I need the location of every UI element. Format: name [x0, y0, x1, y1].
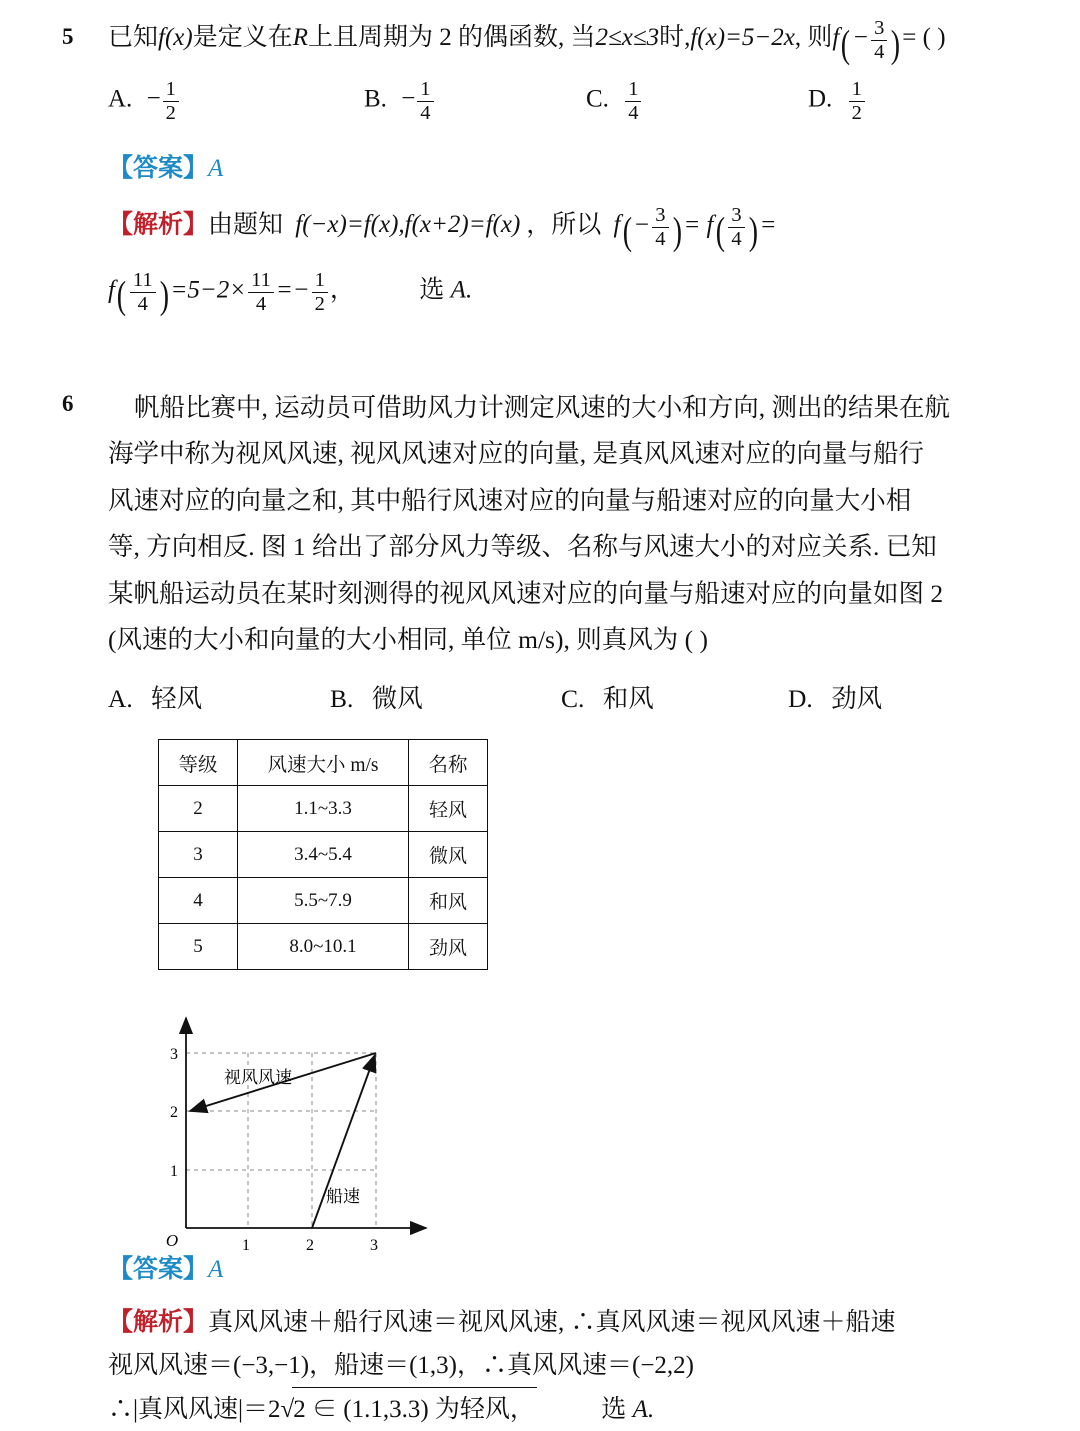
q5-choice-b-den: 4: [417, 101, 433, 125]
q6-solution-tag: 【解析】: [108, 1309, 209, 1336]
q5-stem-part-4: 时,: [659, 24, 691, 51]
q5-stem-part-5: , 则: [794, 24, 833, 51]
q5-equation: =5−2x: [725, 24, 795, 51]
q6-sol-text-3: ∴|真风风速|＝2: [108, 1396, 281, 1423]
q5-choice-d-num: 1: [851, 77, 862, 100]
q6-choice-a[interactable]: [108, 679, 202, 715]
q5-choice-c[interactable]: [586, 78, 643, 125]
q5-stem-part-6: = ( ): [902, 24, 946, 51]
q5-choice-a-label: A.: [108, 84, 133, 112]
table-header-name: 名称: [409, 740, 488, 786]
table-row: [159, 924, 488, 970]
paren-close-icon: ): [891, 22, 901, 66]
q5-choice-a-num: 1: [165, 77, 176, 100]
q5-sol-f2: f: [108, 275, 115, 303]
vector-diagram-svg: [158, 988, 448, 1258]
q5-sol-frac1-num: 3: [655, 203, 666, 226]
q5-choice-d-label: D.: [808, 84, 833, 112]
q5-sol-frac3-den: 4: [130, 292, 156, 316]
q5-sol-frac4-den: 4: [248, 292, 274, 316]
cell-level: 2: [159, 786, 238, 832]
q5-solution-tag: 【解析】: [108, 210, 209, 238]
paren-close-icon: ): [672, 209, 682, 253]
q5-R: R: [292, 24, 309, 51]
wind-level-table: [158, 739, 488, 970]
vector-figure: [158, 988, 448, 1258]
q6-stem-line-3: 风速对应的向量之和, 其中船行风速对应的向量与船速对应的向量大小相: [108, 485, 912, 515]
boat-speed-label: 船速: [326, 1187, 360, 1207]
q6-choice-a-text: 轻风: [151, 684, 203, 714]
question-5: [62, 14, 1047, 318]
cell-speed: 3.4~5.4: [238, 832, 409, 878]
q6-solution-line-3: [108, 1387, 1058, 1431]
table-row: [159, 832, 488, 878]
sqrt-icon: √: [280, 1396, 295, 1423]
q5-sol-frac5-den: 2: [312, 292, 328, 316]
q5-sol-eq-2: =: [759, 210, 777, 238]
table-header-speed: 风速大小 m/s: [238, 740, 409, 786]
paren-close-icon: ): [748, 209, 758, 253]
q5-sol-frac5-num: 1: [314, 268, 325, 291]
x-tick-1: 1: [242, 1237, 250, 1255]
q5-fx-1: f(x): [158, 24, 193, 51]
question-5-stem: 已知f(x)是定义在R上且周期为 2 的偶函数, 当2≤x≤3时,f(x)=5−2x, 则f(− $\frac{3}{4}$ )= ( ): [108, 16, 946, 66]
origin-label: O: [165, 1231, 179, 1251]
q6-sol-pick-label: 选: [601, 1396, 627, 1423]
q5-answer-line: [108, 148, 1047, 184]
q6-choice-c-label: C.: [561, 684, 585, 714]
paren-open-icon: (: [116, 274, 127, 318]
paren-open-icon: (: [841, 22, 851, 66]
q5-choice-d[interactable]: [808, 78, 867, 125]
q6-stem-line-6: (风速的大小和向量的大小相同, 单位 m/s), 则真风为 ( ): [108, 625, 708, 655]
q5-sol-frac4-num: 11: [251, 268, 271, 291]
table-header-level: 等级: [159, 740, 238, 786]
q6-choice-c[interactable]: [561, 679, 654, 715]
question-6-answer-block: [108, 1248, 1058, 1431]
q5-sol-identity: f(−x)=f(x),f(x+2)=f(x): [295, 210, 521, 238]
paren-open-icon: (: [622, 209, 632, 253]
question-6-number: 6: [62, 391, 74, 416]
q6-stem-line-5: 某帆船运动员在某时刻测得的视风风速对应的向量与船速对应的向量如图 2: [108, 578, 944, 608]
cell-level: 5: [159, 924, 238, 970]
cell-name: 轻风: [409, 786, 488, 832]
q5-choice-d-den: 2: [849, 101, 865, 125]
q6-stem-line-2: 海学中称为视风风速, 视风风速对应的向量, 是真风风速对应的向量与船行: [108, 439, 925, 469]
q5-sol-text-2: ，所以: [526, 210, 602, 238]
q5-fraction: [871, 17, 887, 64]
q5-sol-eq-3: =5−2×: [170, 275, 247, 303]
q5-sol-comma: ，: [329, 275, 355, 303]
table-header-row: [159, 740, 488, 786]
q5-stem-part-3: 上且周期为 2 的偶函数, 当: [308, 24, 596, 51]
y-tick-3: 3: [170, 1046, 178, 1064]
cell-speed: 1.1~3.3: [238, 786, 409, 832]
q5-condition: 2≤x≤3: [595, 24, 660, 51]
q5-fx-2: f(x): [690, 24, 726, 51]
q6-choice-a-label: A.: [108, 684, 133, 714]
q6-answer-line: [108, 1248, 1058, 1291]
q6-answer-value: A: [208, 1256, 224, 1283]
q6-sol-text-1: 真风风速＋船行风速＝视风风速, ∴真风风速＝视风风速＋船速: [208, 1309, 896, 1336]
q6-sol-text-2: 视风风速＝(−3,−1)，船速＝(1,3)，∴真风风速＝(−2,2): [108, 1352, 694, 1379]
q5-choice-a-sign: −: [146, 84, 161, 112]
x-tick-3: 3: [370, 1237, 378, 1255]
q5-answer-value: A: [208, 154, 224, 182]
q5-choice-b-num: 1: [420, 77, 431, 100]
q5-stem-part-2: 是定义在: [192, 24, 293, 51]
q5-choice-b-sign: −: [401, 84, 416, 112]
q5-solution-line-1: 【解析】由题知 f(−x)=f(x),f(x+2)=f(x) ，所以 f(− $\frac{3}{4}$ )= f( $\frac{3}{4}$ )=: [108, 203, 777, 253]
q6-solution-line-1: [108, 1301, 1058, 1344]
q5-choice-c-label: C.: [586, 84, 609, 112]
question-6-stem: [108, 385, 1052, 663]
cell-name: 劲风: [409, 924, 488, 970]
q5-choice-c-num: 1: [628, 77, 639, 100]
q5-sol-frac3-num: 11: [132, 268, 153, 291]
cell-level: 4: [159, 878, 238, 924]
question-5-choices: [108, 78, 1047, 134]
q5-sol-pick-value: A.: [450, 275, 473, 303]
q6-sol-pick-value: A.: [632, 1396, 655, 1423]
cell-name: 和风: [409, 878, 488, 924]
y-tick-2: 2: [170, 1104, 178, 1122]
q5-answer-tag: 【答案】: [108, 154, 209, 182]
q5-sol-frac2-den: 4: [728, 227, 744, 251]
q5-sol-f1: f: [613, 210, 621, 238]
apparent-wind-label: 视风风速: [224, 1068, 292, 1088]
q6-choice-b-label: B.: [330, 684, 354, 714]
q5-sol-pick-label: 选: [419, 275, 445, 303]
q5-solution-line-2: [108, 269, 1047, 316]
q6-sol-text-4: 2 ∈ (1.1,3.3) 为轻风，: [292, 1387, 537, 1431]
q6-answer-tag: 【答案】: [108, 1256, 209, 1283]
y-tick-1: 1: [170, 1163, 178, 1181]
q5-choice-c-den: 4: [625, 101, 641, 125]
q5-choice-b-label: B.: [364, 84, 387, 112]
q5-sol-frac1-den: 4: [652, 227, 668, 251]
q5-sol-text-1: 由题知: [208, 210, 284, 238]
q5-sol-eq-4: =−: [275, 275, 310, 303]
q5-choice-b[interactable]: [364, 78, 436, 125]
q6-choice-d[interactable]: [788, 679, 882, 715]
x-tick-2: 2: [306, 1237, 314, 1255]
q5-frac-num: 3: [874, 16, 885, 39]
q5-frac-den: 4: [871, 40, 887, 64]
cell-speed: 8.0~10.1: [238, 924, 409, 970]
table-row: [159, 786, 488, 832]
paren-close-icon: ): [159, 274, 169, 318]
question-6: [62, 385, 1052, 1258]
q6-solution-line-2: [108, 1344, 1058, 1387]
cell-name: 微风: [409, 832, 488, 878]
table-row: [159, 878, 488, 924]
q6-stem-line-1: 帆船比赛中, 运动员可借助风力计测定风速的大小和方向, 测出的结果在航: [134, 393, 951, 422]
q6-choice-b[interactable]: [330, 679, 423, 715]
q5-choice-a-den: 2: [163, 101, 179, 125]
q6-choice-d-text: 劲风: [831, 684, 883, 714]
q5-sol-frac2-num: 3: [731, 203, 742, 226]
cell-level: 3: [159, 832, 238, 878]
q5-sol-eq-1: = f: [683, 210, 714, 238]
cell-speed: 5.5~7.9: [238, 878, 409, 924]
q5-choice-a[interactable]: [108, 78, 181, 125]
q6-choice-b-text: 微风: [371, 684, 423, 714]
q6-choice-c-text: 和风: [602, 684, 654, 714]
q6-choice-d-label: D.: [788, 684, 813, 714]
question-5-number: 5: [62, 24, 74, 49]
q6-stem-line-4: 等, 方向相反. 图 1 给出了部分风力等级、名称与风速大小的对应关系. 已知: [108, 532, 937, 562]
question-6-choices: [108, 679, 1052, 721]
paren-open-icon: (: [715, 209, 725, 253]
q5-stem-part-1: 已知: [108, 24, 159, 51]
q5-f-neg: f: [832, 24, 840, 51]
